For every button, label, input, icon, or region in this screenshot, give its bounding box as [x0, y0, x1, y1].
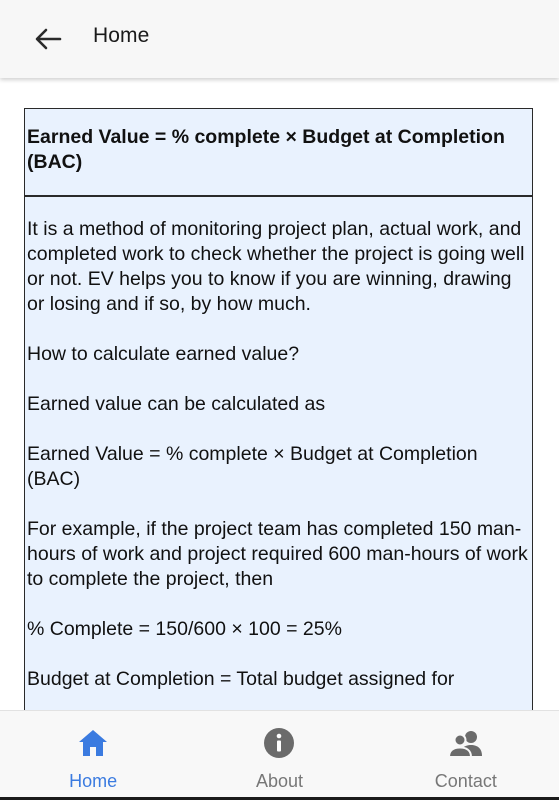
page-title: Home: [93, 24, 150, 47]
card-body: [25, 197, 532, 692]
card-paragraph: Earned Value = % complete × Budget at Completion (BAC): [27, 443, 478, 490]
card-paragraph: Budget at Completion = Total budget assigned for: [27, 668, 455, 690]
nav-label-contact: Contact: [434, 771, 497, 791]
card-paragraph: For example, if the project team has completed 150 man-hours of work and project required 600 man-hours of work to complete the project, then: [27, 518, 528, 590]
card-paragraph: How to calculate earned value?: [27, 343, 300, 365]
nav-item-home[interactable]: [0, 711, 186, 800]
home-icon: [77, 727, 109, 759]
card-paragraph: Earned value can be calculated as: [27, 393, 326, 415]
contact-icon: [448, 727, 484, 759]
info-icon: [263, 727, 295, 759]
nav-label-about: About: [255, 771, 304, 791]
info-card: [24, 108, 533, 710]
bottom-navigation: [0, 710, 559, 800]
arrow-left-icon: [34, 27, 62, 51]
card-paragraph: It is a method of monitoring project plan, actual work, and completed work to check whether the project is going well or not. EV helps you to know if you are winning, drawing or losing and if so, by how much.: [27, 218, 525, 315]
nav-item-about[interactable]: [186, 711, 372, 800]
card-heading: Earned Value = % complete × Budget at Completion (BAC): [25, 109, 532, 197]
card-paragraph: % Complete = 150/600 × 100 = 25%: [27, 618, 342, 640]
content-scroll-area[interactable]: [0, 78, 559, 710]
nav-label-home: Home: [69, 771, 118, 791]
back-button[interactable]: [26, 20, 70, 58]
top-app-bar: [0, 0, 559, 78]
nav-item-contact[interactable]: [373, 711, 559, 800]
